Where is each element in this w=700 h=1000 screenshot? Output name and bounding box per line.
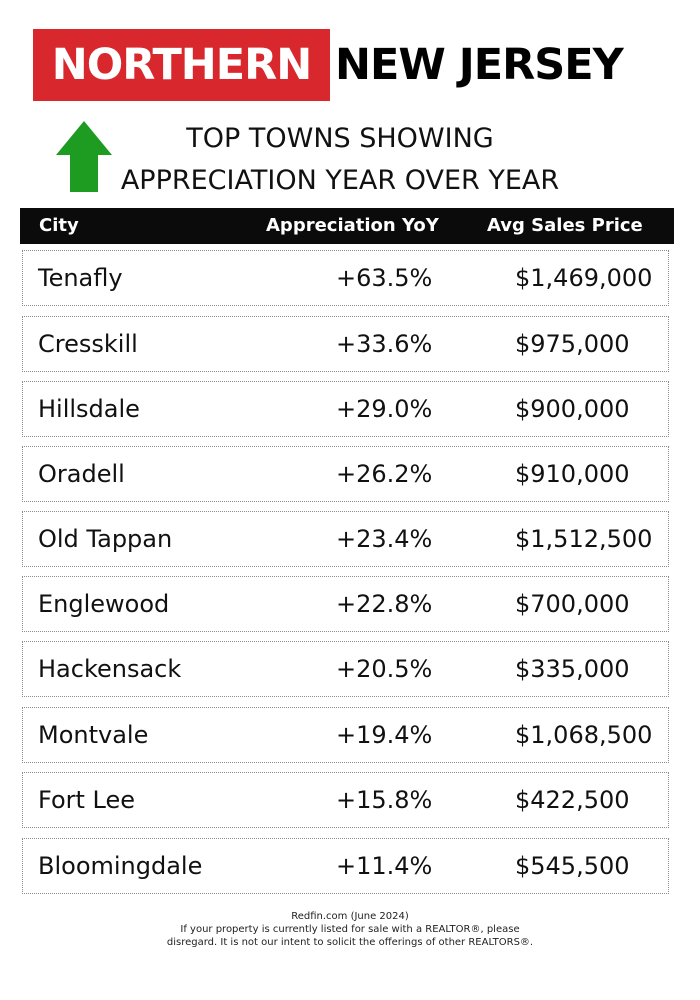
price-cell: $900,000 xyxy=(515,395,630,423)
up-arrow-icon xyxy=(56,121,112,192)
price-cell: $545,500 xyxy=(515,852,630,880)
column-header-appreciation: Appreciation YoY xyxy=(266,215,439,236)
table-row xyxy=(22,446,669,502)
table-row xyxy=(22,576,669,632)
footer-line-2: If your property is currently listed for sale with a REALTOR®, please xyxy=(180,924,520,935)
price-cell: $1,068,500 xyxy=(515,721,653,749)
appreciation-cell: +20.5% xyxy=(336,655,433,683)
footer-disclaimer xyxy=(150,910,550,949)
table-header xyxy=(20,208,674,244)
price-cell: $1,469,000 xyxy=(515,264,653,292)
appreciation-cell: +19.4% xyxy=(336,721,433,749)
price-cell: $422,500 xyxy=(515,786,630,814)
price-cell: $910,000 xyxy=(515,460,630,488)
city-cell: Englewood xyxy=(38,590,170,618)
table-row xyxy=(22,511,669,567)
title-highlight: NORTHERN xyxy=(33,29,330,101)
column-header-price: Avg Sales Price xyxy=(487,215,643,236)
city-cell: Fort Lee xyxy=(38,786,136,814)
table-row xyxy=(22,772,669,828)
table-row xyxy=(22,707,669,763)
city-cell: Hackensack xyxy=(38,655,182,683)
city-cell: Bloomingdale xyxy=(38,852,203,880)
table-row xyxy=(22,838,669,894)
appreciation-cell: +15.8% xyxy=(336,786,433,814)
price-cell: $1,512,500 xyxy=(515,525,653,553)
table-row xyxy=(22,250,669,306)
appreciation-cell: +26.2% xyxy=(336,460,433,488)
city-cell: Montvale xyxy=(38,721,149,749)
subtitle-line-1: TOP TOWNS SHOWING xyxy=(186,123,494,154)
city-cell: Hillsdale xyxy=(38,395,140,423)
appreciation-cell: +11.4% xyxy=(336,852,433,880)
table-row xyxy=(22,381,669,437)
title-rest: NEW JERSEY xyxy=(335,40,623,90)
table-row xyxy=(22,641,669,697)
price-cell: $975,000 xyxy=(515,330,630,358)
column-header-city: City xyxy=(39,215,79,236)
city-cell: Cresskill xyxy=(38,330,138,358)
city-cell: Old Tappan xyxy=(38,525,173,553)
footer-line-3: disregard. It is not our intent to solicit the offerings of other REALTORS®. xyxy=(166,937,534,948)
city-cell: Tenafly xyxy=(38,264,123,292)
subtitle-line-2: APPRECIATION YEAR OVER YEAR xyxy=(120,165,560,196)
subtitle xyxy=(110,118,570,202)
price-cell: $700,000 xyxy=(515,590,630,618)
table-row xyxy=(22,316,669,372)
appreciation-cell: +33.6% xyxy=(336,330,433,358)
appreciation-cell: +29.0% xyxy=(336,395,433,423)
appreciation-cell: +23.4% xyxy=(336,525,433,553)
price-cell: $335,000 xyxy=(515,655,630,683)
appreciation-cell: +22.8% xyxy=(336,590,433,618)
city-cell: Oradell xyxy=(38,460,125,488)
footer-source: Redfin.com (June 2024) xyxy=(291,911,409,922)
appreciation-cell: +63.5% xyxy=(336,264,433,292)
